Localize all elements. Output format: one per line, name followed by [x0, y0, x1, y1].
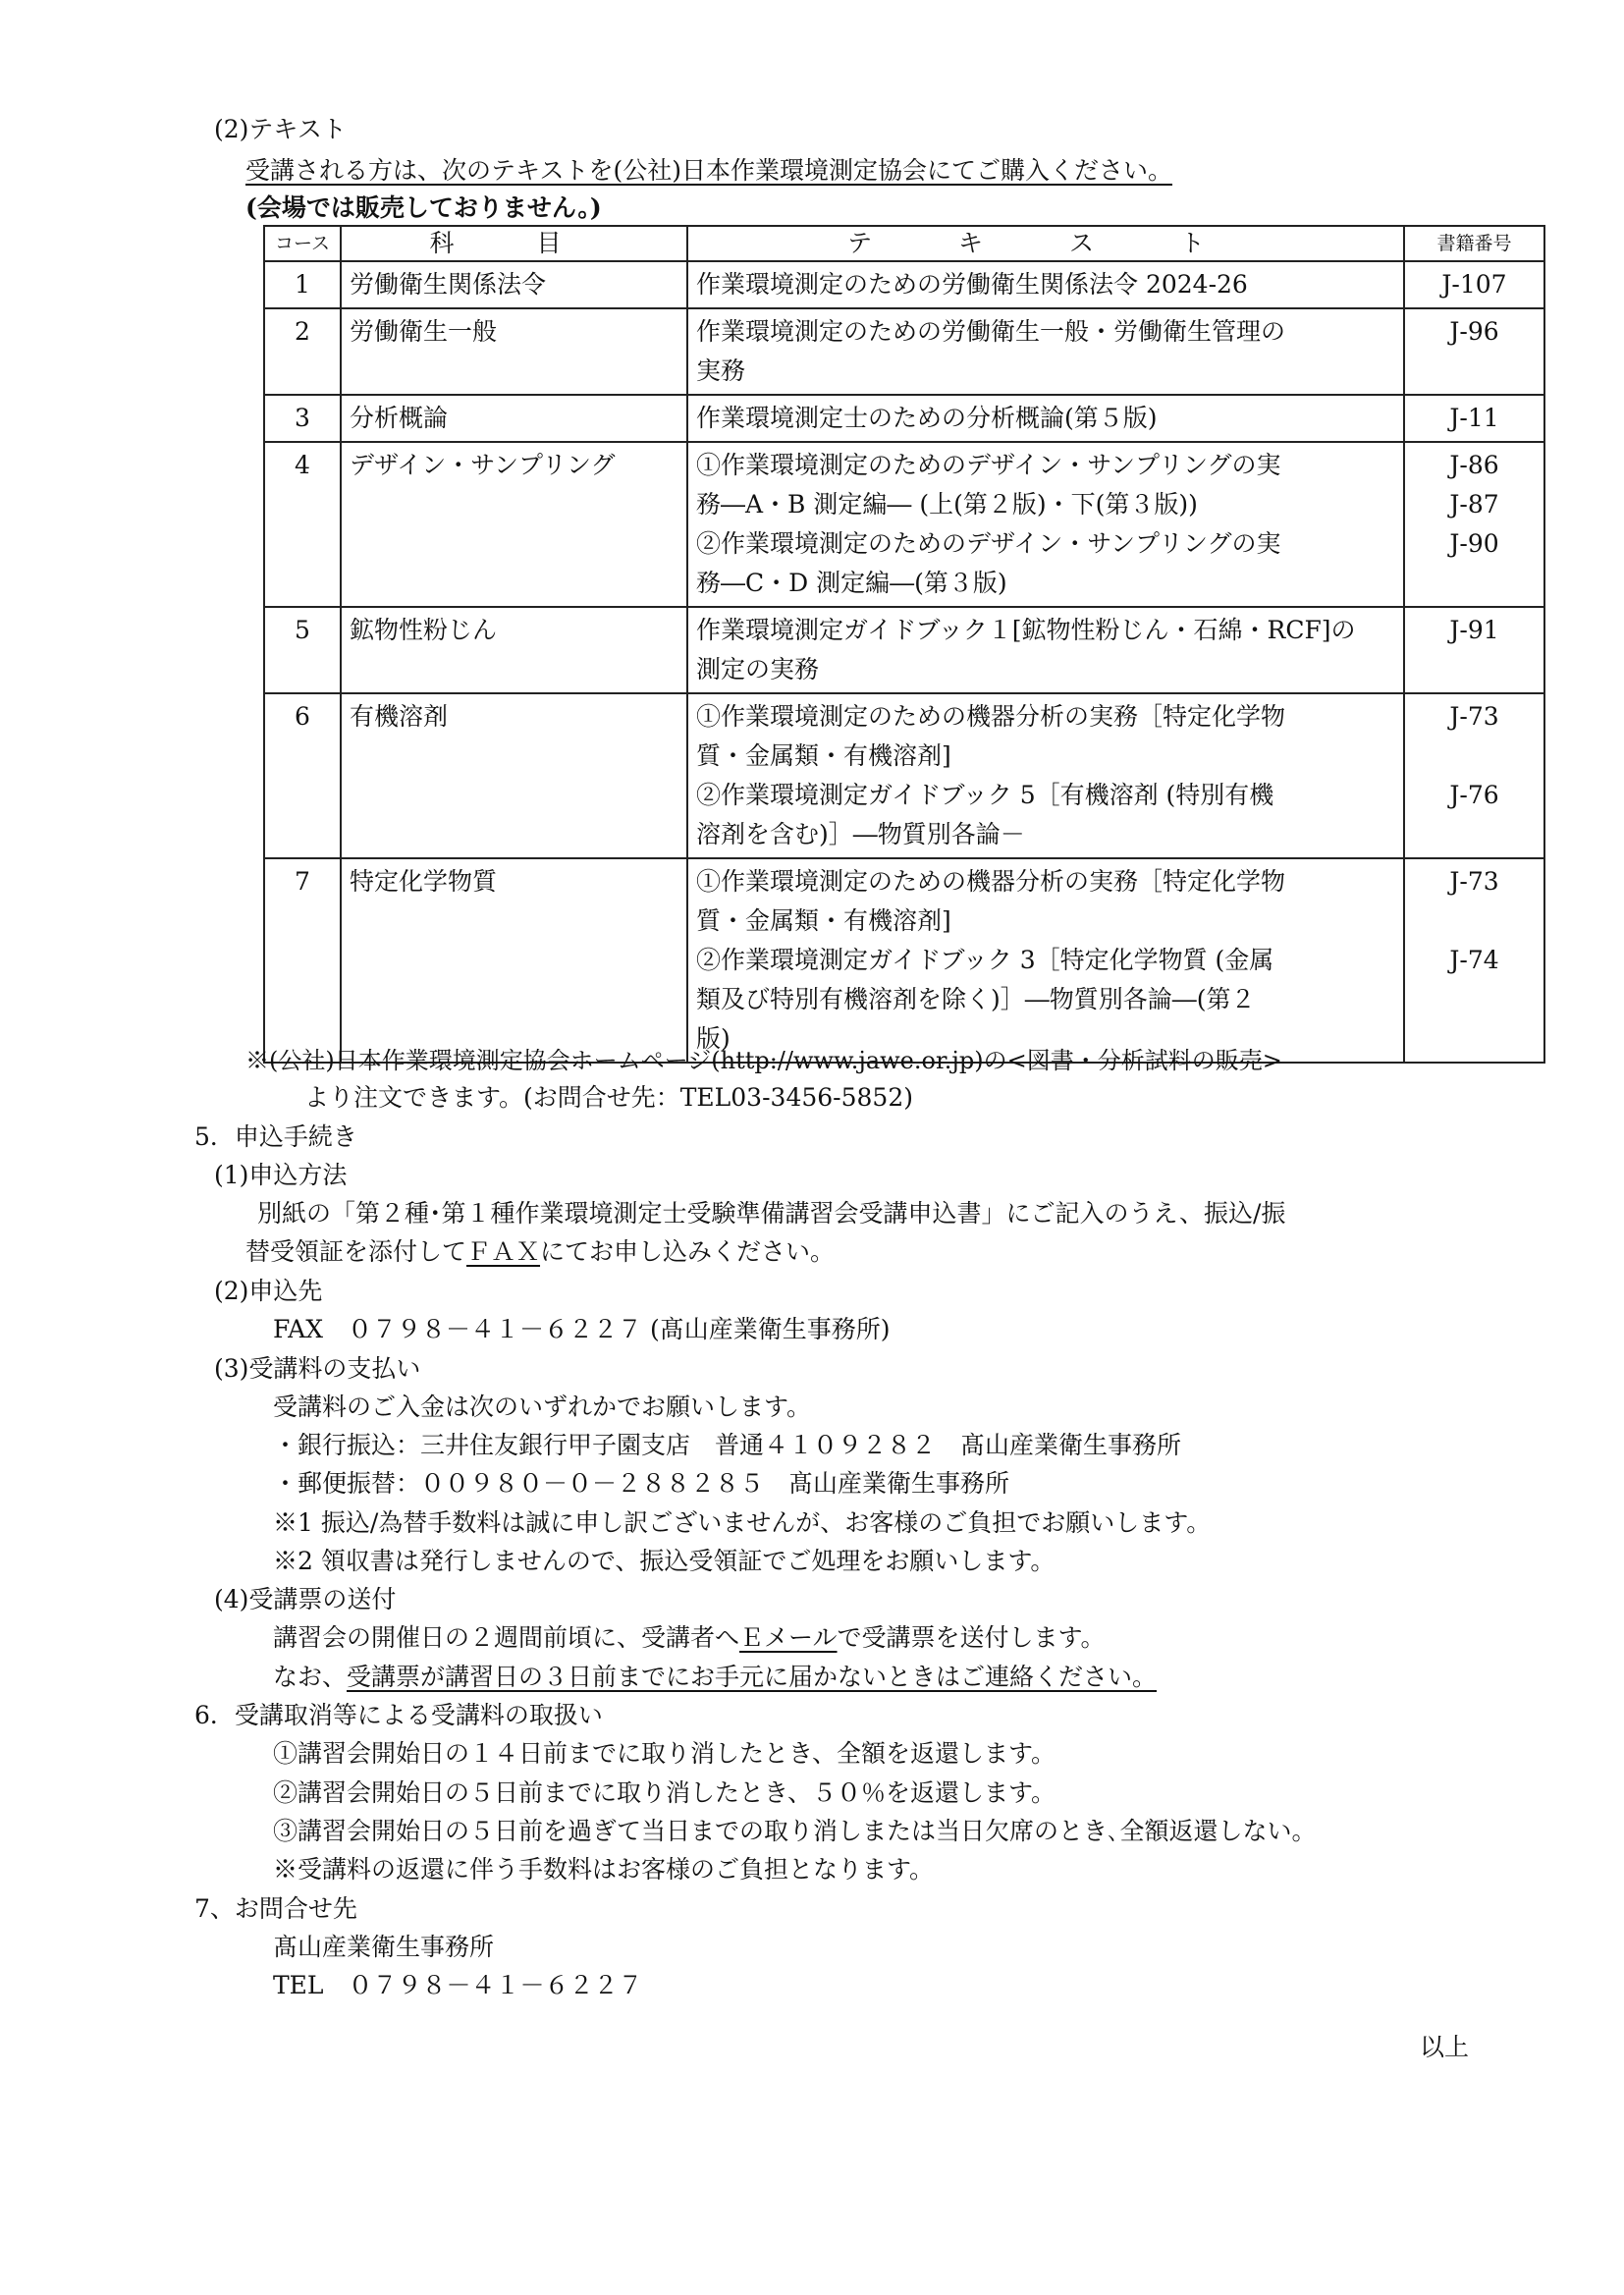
- course-number: 1: [264, 261, 341, 308]
- course-number: 6: [264, 693, 341, 858]
- textbook: 作業環境測定のための労働衛生関係法令 2024-26: [687, 261, 1404, 308]
- book-code: J-86 J-87 J-90: [1404, 442, 1544, 607]
- book-code: J-11: [1404, 395, 1544, 442]
- footnote-line-2: より注文できます。(お問合せ先：TEL03-3456-5852): [304, 1083, 913, 1112]
- textbook: 作業環境測定のための労働衛生一般・労働衛生管理の 実務: [687, 308, 1404, 395]
- course-number: 5: [264, 607, 341, 693]
- section-6-heading: 6．受講取消等による受講料の取扱い: [194, 1701, 603, 1729]
- book-code: J-96: [1404, 308, 1544, 395]
- textbook: ①作業環境測定のための機器分析の実務［特定化学物 質・金属類・有機溶剤] ②作業環境測定ガイドブック 5［有機溶剤 (特別有機 溶剤を含む)］―物質別各論－: [687, 693, 1404, 858]
- refund-item-3: ③講習会開始日の５日前を過ぎて当日までの取り消しまたは当日欠席のとき､全額返還しない。: [273, 1817, 1317, 1845]
- payment-heading: (3)受講料の支払い: [214, 1354, 421, 1383]
- subject: 分析概論: [341, 395, 687, 442]
- refund-item-1: ①講習会開始日の１４日前までに取り消したとき、全額を返還します。: [273, 1739, 1056, 1768]
- fax-number: FAX ０７９８－４１－６２２７ (髙山産業衛生事務所): [273, 1315, 891, 1343]
- book-code: J-73 J-74: [1404, 858, 1544, 1063]
- fee-note-1: ※1 振込/為替手数料は誠に申し訳ございませんが、お客様のご負担でお願いします。: [273, 1508, 1212, 1537]
- subject: 鉱物性粉じん: [341, 607, 687, 693]
- contact-name: 髙山産業衛生事務所: [273, 1933, 495, 1961]
- course-number: 7: [264, 858, 341, 1063]
- refund-note: ※受講料の返還に伴う手数料はお客様のご負担となります。: [273, 1855, 935, 1884]
- course-number: 2: [264, 308, 341, 395]
- closing-mark: 以上: [1420, 2033, 1470, 2061]
- fee-note-2: ※2 領収書は発行しませんので、振込受領証でご処理をお願いします。: [273, 1547, 1056, 1575]
- table-row: [264, 693, 1544, 858]
- apply-method-line-1: 別紙の「第２種･第１種作業環境測定士受験準備講習会受講申込書」にご記入のうえ、振込/振: [257, 1199, 1286, 1228]
- purchase-instruction: 受講される方は、次のテキストを(公社)日本作業環境測定協会にてご購入ください。: [245, 156, 1173, 185]
- book-code: J-91: [1404, 607, 1544, 693]
- section-heading-text: (2)テキスト: [214, 115, 347, 143]
- course-number: 3: [264, 395, 341, 442]
- table-row: [264, 395, 1544, 442]
- footnote-line-1: ※(公社)日本作業環境測定協会ホームページ(http://www.jawe.or.jp)の<図書・分析試料の販売>: [245, 1047, 1282, 1074]
- postal-transfer: ・郵便振替：００９８０－０－２８８２８５ 髙山産業衛生事務所: [273, 1469, 1010, 1498]
- subject: 労働衛生関係法令: [341, 261, 687, 308]
- apply-method-line-2: 替受領証を添付してＦＡＸにてお申し込みください。: [245, 1237, 836, 1266]
- ticket-heading: (4)受講票の送付: [214, 1585, 397, 1613]
- table-row: [264, 261, 1544, 308]
- ticket-line-1: 講習会の開催日の２週間前頃に、受講者へＥメールで受講票を送付します。: [273, 1623, 1106, 1652]
- table-row: [264, 308, 1544, 395]
- textbook: 作業環境測定士のための分析概論(第５版): [687, 395, 1404, 442]
- section-5-heading: 5．申込手続き: [194, 1122, 357, 1151]
- book-code: J-73 J-76: [1404, 693, 1544, 858]
- header-course: コース: [264, 226, 341, 261]
- header-subject: 科 目: [341, 226, 687, 261]
- header-text: テ キ ス ト: [687, 226, 1404, 261]
- apply-method-heading: (1)申込方法: [214, 1161, 348, 1189]
- refund-item-2: ②講習会開始日の５日前までに取り消したとき、５０％を返還します。: [273, 1778, 1056, 1807]
- header-code: 書籍番号: [1404, 226, 1544, 261]
- contact-tel: TEL ０７９８－４１－６２２７: [273, 1971, 643, 1999]
- section-7-heading: 7、お問合せ先: [194, 1894, 357, 1923]
- subject: 有機溶剤: [341, 693, 687, 858]
- not-sold-notice: (会場では販売しておりません。): [245, 193, 602, 222]
- course-number: 4: [264, 442, 341, 607]
- bank-transfer: ・銀行振込：三井住友銀行甲子園支店 普通４１０９２８２ 髙山産業衛生事務所: [273, 1431, 1182, 1459]
- subject: 特定化学物質: [341, 858, 687, 1063]
- subject: 労働衛生一般: [341, 308, 687, 395]
- table-row: [264, 442, 1544, 607]
- textbook: 作業環境測定ガイドブック１[鉱物性粉じん・石綿・RCF]の 測定の実務: [687, 607, 1404, 693]
- textbook-table: [263, 225, 1545, 1064]
- ticket-line-2: なお、受講票が講習日の３日前までにお手元に届かないときはご連絡ください。: [273, 1663, 1158, 1691]
- subject: デザイン・サンプリング: [341, 442, 687, 607]
- payment-intro: 受講料のご入金は次のいずれかでお願いします。: [273, 1393, 812, 1421]
- textbook: ①作業環境測定のためのデザイン・サンプリングの実 務―A・B 測定編― (上(第２版)・下(第３版)) ②作業環境測定のためのデザイン・サンプリングの実 務―C・D 測定編―(第３版): [687, 442, 1404, 607]
- table-row: [264, 607, 1544, 693]
- book-code: J-107: [1404, 261, 1544, 308]
- textbook: ①作業環境測定のための機器分析の実務［特定化学物 質・金属類・有機溶剤] ②作業環境測定ガイドブック 3［特定化学物質 (金属 類及び特別有機溶剤を除く)］―物質別各論―(第２ 版): [687, 858, 1404, 1063]
- apply-destination-heading: (2)申込先: [214, 1277, 323, 1305]
- table-header-row: [264, 226, 1544, 261]
- table-row: [264, 858, 1544, 1063]
